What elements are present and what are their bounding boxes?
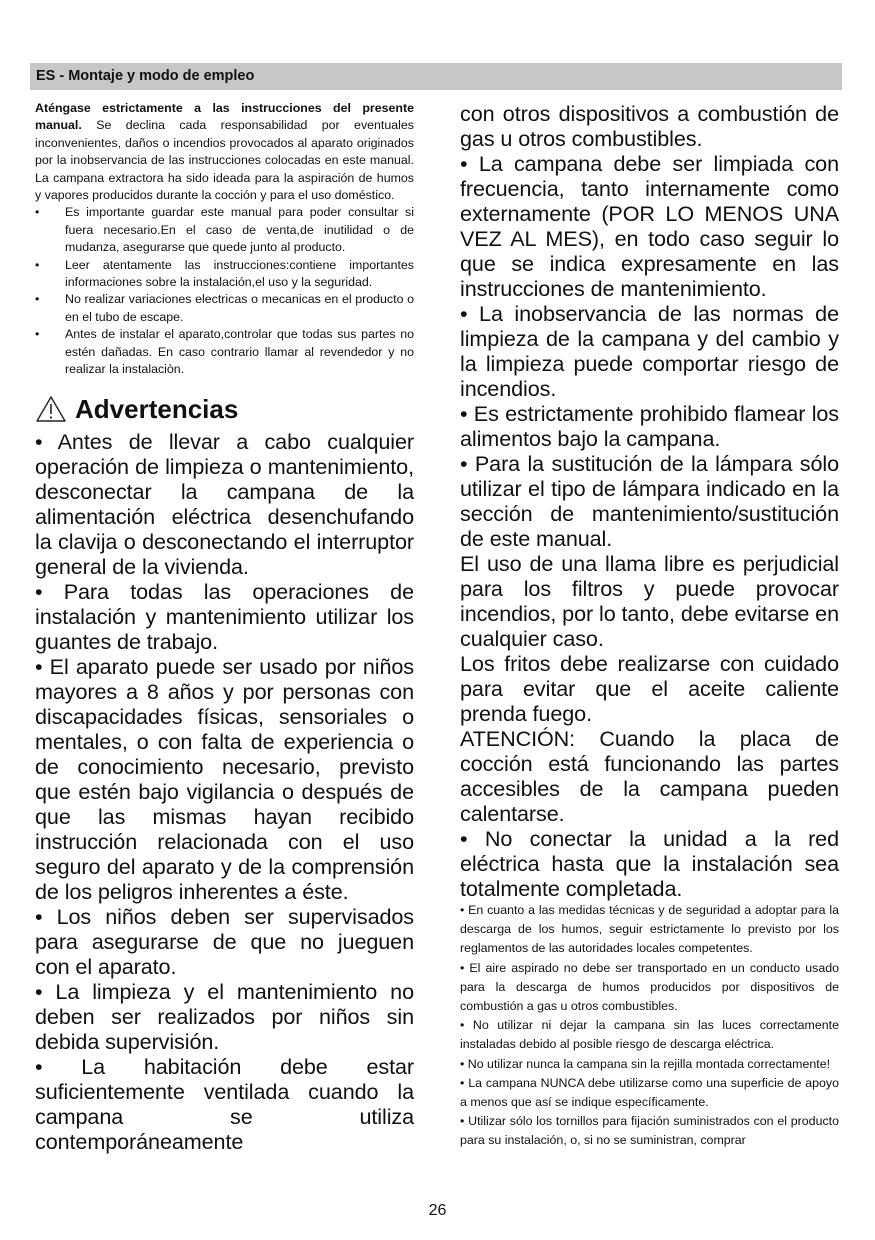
warnings-left-text <box>35 429 414 1154</box>
small-warning-paragraph: • No utilizar nunca la campana sin la rejilla montada correctamente! <box>460 1056 831 1071</box>
list-item <box>35 204 414 256</box>
intro-bullet-list <box>35 204 414 378</box>
small-warning-paragraph: • Utilizar sólo los tornillos para fijación suministrados con el producto para su instalación, o, si no se suministran, comprar <box>460 1114 839 1148</box>
list-item-text: Leer atentamente las instrucciones:contiene importantes informaciones sobre la instalación,el uso y la seguridad. <box>65 257 414 290</box>
small-warning-paragraph: • La campana NUNCA debe utilizarse como una superficie de apoyo a menos que así se indique específicamente. <box>460 1075 839 1110</box>
warning-paragraph: • La limpieza y el mantenimiento no deben ser realizados por niños sin debida supervisión. <box>35 978 414 1054</box>
warning-paragraph: El uso de una llama libre es perjudicial para los filtros y puede provocar incendios, por lo tanto, debe evitarse en cualquier caso. <box>460 551 839 651</box>
small-warning-paragraph: • En cuanto a las medidas técnicas y de seguridad a adoptar para la descarga de los humos, seguir estrictamente lo previsto por los reglamentos de las autoridades locales competentes. <box>460 903 839 956</box>
warning-paragraph: • No conectar la unidad a la red eléctrica hasta que la instalación sea totalmente completada. <box>460 826 839 901</box>
left-column <box>35 100 414 1154</box>
warning-paragraph: con otros dispositivos a combustión de gas u otros combustibles. <box>460 101 839 151</box>
list-item-text: Es importante guardar este manual para poder consultar si fuera necesario.En el caso de venta,de inutilidad o de mudanza, asegurarse que quede junto al producto. <box>65 205 414 255</box>
warning-paragraph: • Para todas las operaciones de instalación y mantenimiento utilizar los guantes de trabajo. <box>35 578 414 654</box>
page-number: 26 <box>428 1202 447 1219</box>
bullet-marker: • <box>35 292 40 307</box>
list-item-text: No realizar variaciones electricas o mecanicas en el producto o en el tubo de escape. <box>65 292 414 324</box>
warning-paragraph: • Los niños deben ser supervisados para asegurarse de que no jueguen con el aparato. <box>35 903 414 979</box>
intro-paragraph <box>35 100 414 204</box>
warning-paragraph: • La habitación debe estar suficientemente ventilada cuando la campana se utiliza contemporáneamente <box>35 1053 414 1154</box>
warnings-title: Advertencias <box>75 393 239 424</box>
section-header <box>30 63 842 90</box>
warnings-right-text <box>460 101 839 901</box>
bullet-marker: • <box>35 327 40 342</box>
list-item <box>35 291 414 326</box>
intro-text: Se declina cada responsabilidad por eventuales inconvenientes, daños o incendios provocados al aparato originados por la inobservancia de las instrucciones colocadas en este manual. La campana extractora ha sido ideada para la aspiración de humos y vapores producidos durante la cocción y para el uso doméstico. <box>35 118 414 203</box>
list-item-text: Antes de instalar el aparato,controlar que todas sus partes no estén dañadas. En caso contrario llamar al revendedor y no realizar la instalaciòn. <box>65 327 414 377</box>
right-column <box>460 101 839 1151</box>
small-warning-paragraph: • No utilizar ni dejar la campana sin las luces correctamente instaladas debido al posible riesgo de descarga eléctrica. <box>460 1018 839 1052</box>
small-warning-paragraph: • El aire aspirado no debe ser transportado en un conducto usado para la descarga de humos producidos por dispositivos de combustión a gas u otros combustibles. <box>460 960 839 1014</box>
warning-triangle-icon <box>35 395 67 423</box>
bullet-marker: • <box>35 205 40 220</box>
warning-paragraph: • Es estrictamente prohibido flamear los alimentos bajo la campana. <box>460 401 839 451</box>
list-item <box>35 257 414 292</box>
list-item <box>35 326 414 378</box>
warning-paragraph: • La campana debe ser limpiada con frecuencia, tanto internamente como externamente (POR LO MENOS UNA VEZ AL MES), en todo caso seguir lo que se indica expresamente en las instrucciones de mantenimiento. <box>460 151 839 301</box>
intro-bold-text: Aténgase estrictamente a las instrucciones del presente manual. <box>35 101 414 133</box>
warning-paragraph: • El aparato puede ser usado por niños mayores a 8 años y por personas con discapacidades físicas, sensoriales o mentales, o con falta de experiencia o de conocimiento necesario, previsto que estén bajo vigilancia o después de que las mismas hayan recibido instrucción relacionada con el uso seguro del aparato y de la comprensión de los peligros inherentes a éste. <box>35 653 414 904</box>
warning-paragraph: ATENCIÓN: Cuando la placa de cocción está funcionando las partes accesibles de la campana pueden calentarse. <box>460 726 839 826</box>
warning-paragraph: • Antes de llevar a cabo cualquier operación de limpieza o mantenimiento, desconectar la campana de la alimentación eléctrica desenchufando la clavija o desconectando el interruptor general de la vivienda. <box>35 428 414 579</box>
warnings-heading <box>35 391 414 427</box>
warning-paragraph: Los fritos debe realizarse con cuidado para evitar que el aceite caliente prenda fuego. <box>460 651 839 726</box>
warning-paragraph: • La inobservancia de las normas de limpieza de la campana y del cambio y la limpieza puede comportar riesgo de incendios. <box>460 301 839 401</box>
warnings-right-small-text <box>460 901 839 1151</box>
bullet-marker: • <box>35 257 40 272</box>
warning-paragraph: • Para la sustitución de la lámpara sólo utilizar el tipo de lámpara indicado en la sección de mantenimiento/sustitución de este manual. <box>460 451 839 551</box>
section-header-title: ES - Montaje y modo de empleo <box>36 68 255 84</box>
